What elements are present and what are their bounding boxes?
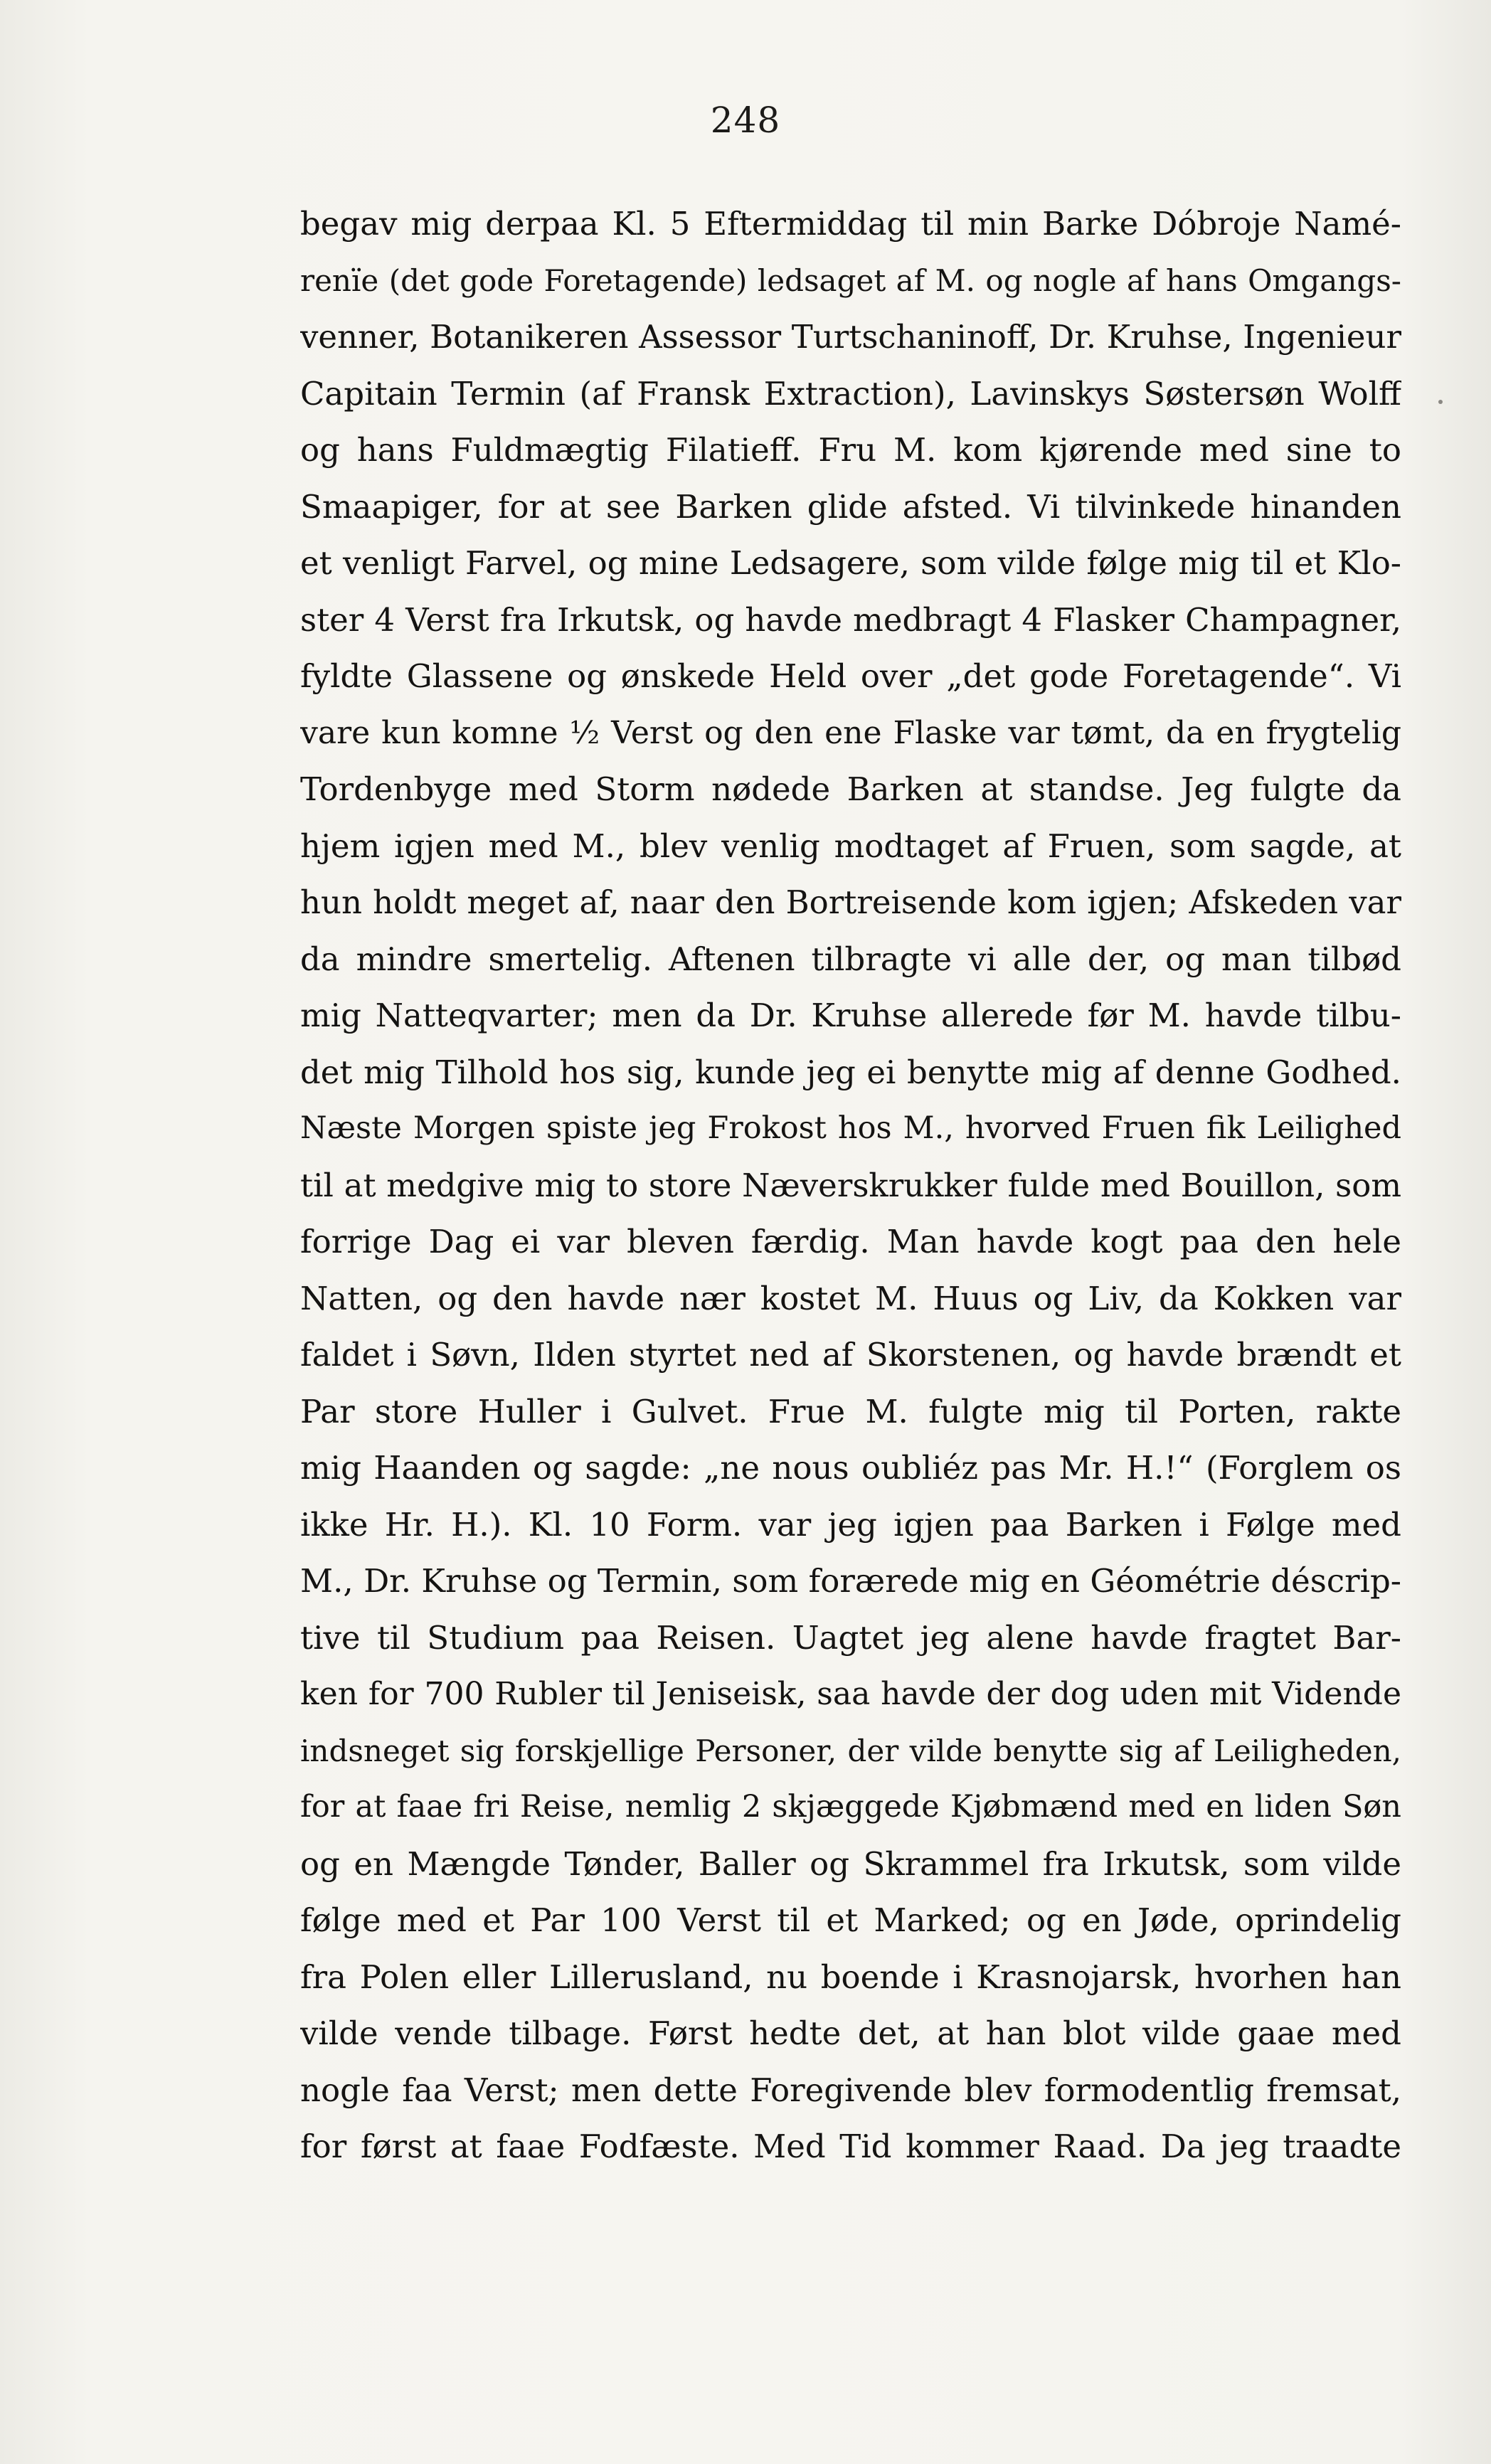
text-line: Tordenbyge med Storm nødede Barken at standse. Jeg fulgte da <box>300 770 1401 808</box>
text-line: og hans Fuldmægtig Filatieff. Fru M. kom kjørende med sine to <box>300 431 1401 469</box>
page-number: 248 <box>710 100 781 141</box>
paper-speck <box>1438 400 1443 404</box>
text-line: følge med et Par 100 Verst til et Marked; og en Jøde, oprindelig <box>300 1901 1401 1939</box>
text-line: Natten, og den havde nær kostet M. Huus og Liv, da Kokken var <box>300 1279 1401 1317</box>
text-line: begav mig derpaa Kl. 5 Eftermiddag til min Barke Dóbroje Namé- <box>300 205 1401 243</box>
text-line: Par store Huller i Gulvet. Frue M. fulgte mig til Porten, rakte <box>300 1392 1401 1430</box>
text-line: hjem igjen med M., blev venlig modtaget af Fruen, som sagde, at <box>300 827 1401 865</box>
text-line: indsneget sig forskjellige Personer, der vilde benytte sig af Leiligheden, <box>300 1733 1401 1768</box>
text-line: vilde vende tilbage. Først hedte det, at han blot vilde gaae med <box>300 2014 1401 2052</box>
text-line: da mindre smertelig. Aftenen tilbragte vi alle der, og man tilbød <box>300 940 1401 978</box>
text-line: tive til Studium paa Reisen. Uagtet jeg alene havde fragtet Bar- <box>300 1618 1401 1657</box>
text-line: Smaapiger, for at see Barken glide afsted. Vi tilvinkede hinanden <box>300 487 1401 526</box>
text-line: et venligt Farvel, og mine Ledsagere, som vilde følge mig til et Klo- <box>300 544 1401 582</box>
text-line: ster 4 Verst fra Irkutsk, og havde medbragt 4 Flasker Champagner, <box>300 600 1401 639</box>
text-line: fyldte Glassene og ønskede Held over „det gode Foretagende“. Vi <box>300 657 1401 695</box>
text-line: M., Dr. Kruhse og Termin, som forærede mig en Géométrie déscrip- <box>300 1562 1401 1600</box>
text-line: ken for 700 Rubler til Jeniseisk, saa havde der dog uden mit Vidende <box>300 1676 1401 1712</box>
text-line: nogle faa Verst; men dette Foregivende blev formodentlig fremsat, <box>300 2071 1401 2109</box>
text-line: for først at faae Fodfæste. Med Tid kommer Raad. Da jeg traadte <box>300 2128 1401 2165</box>
text-line: for at faae fri Reise, nemlig 2 skjæggede Kjøbmænd med en liden Søn <box>300 1789 1401 1825</box>
text-line: renïe (det gode Foretagende) ledsaget af M. og nogle af hans Omgangs- <box>300 262 1401 298</box>
text-line: til at medgive mig to store Næverskrukker fulde med Bouillon, som <box>300 1166 1401 1204</box>
text-line: vare kun komne ½ Verst og den ene Flaske var tømt, da en frygtelig <box>300 714 1401 751</box>
text-line: det mig Tilhold hos sig, kunde jeg ei benytte mig af denne Godhed. <box>300 1053 1401 1091</box>
text-line: hun holdt meget af, naar den Bortreisende kom igjen; Afskeden var <box>300 883 1401 921</box>
text-line: venner, Botanikeren Assessor Turtschaninoff, Dr. Kruhse, Ingenieur <box>300 318 1401 356</box>
body-text <box>300 196 1401 2175</box>
text-line: ikke Hr. H.). Kl. 10 Form. var jeg igjen paa Barken i Følge med <box>300 1505 1401 1544</box>
text-line: fra Polen eller Lillerusland, nu boende i Krasnojarsk, hvorhen han <box>300 1958 1401 1996</box>
text-line: faldet i Søvn, Ilden styrtet ned af Skorstenen, og havde brændt et <box>300 1336 1401 1374</box>
text-line: forrige Dag ei var bleven færdig. Man havde kogt paa den hele <box>300 1223 1401 1260</box>
text-line: Næste Morgen spiste jeg Frokost hos M., hvorved Fruen fik Leilighed <box>300 1110 1401 1146</box>
text-line: mig Natteqvarter; men da Dr. Kruhse allerede før M. havde tilbu- <box>300 997 1401 1034</box>
text-line: Capitain Termin (af Fransk Extraction), Lavinskys Søstersøn Wolff <box>300 374 1401 413</box>
text-line: mig Haanden og sagde: „ne nous oubliéz pas Mr. H.!“ (Forglem os <box>300 1449 1401 1487</box>
text-line: og en Mængde Tønder, Baller og Skrammel fra Irkutsk, som vilde <box>300 1844 1401 1883</box>
